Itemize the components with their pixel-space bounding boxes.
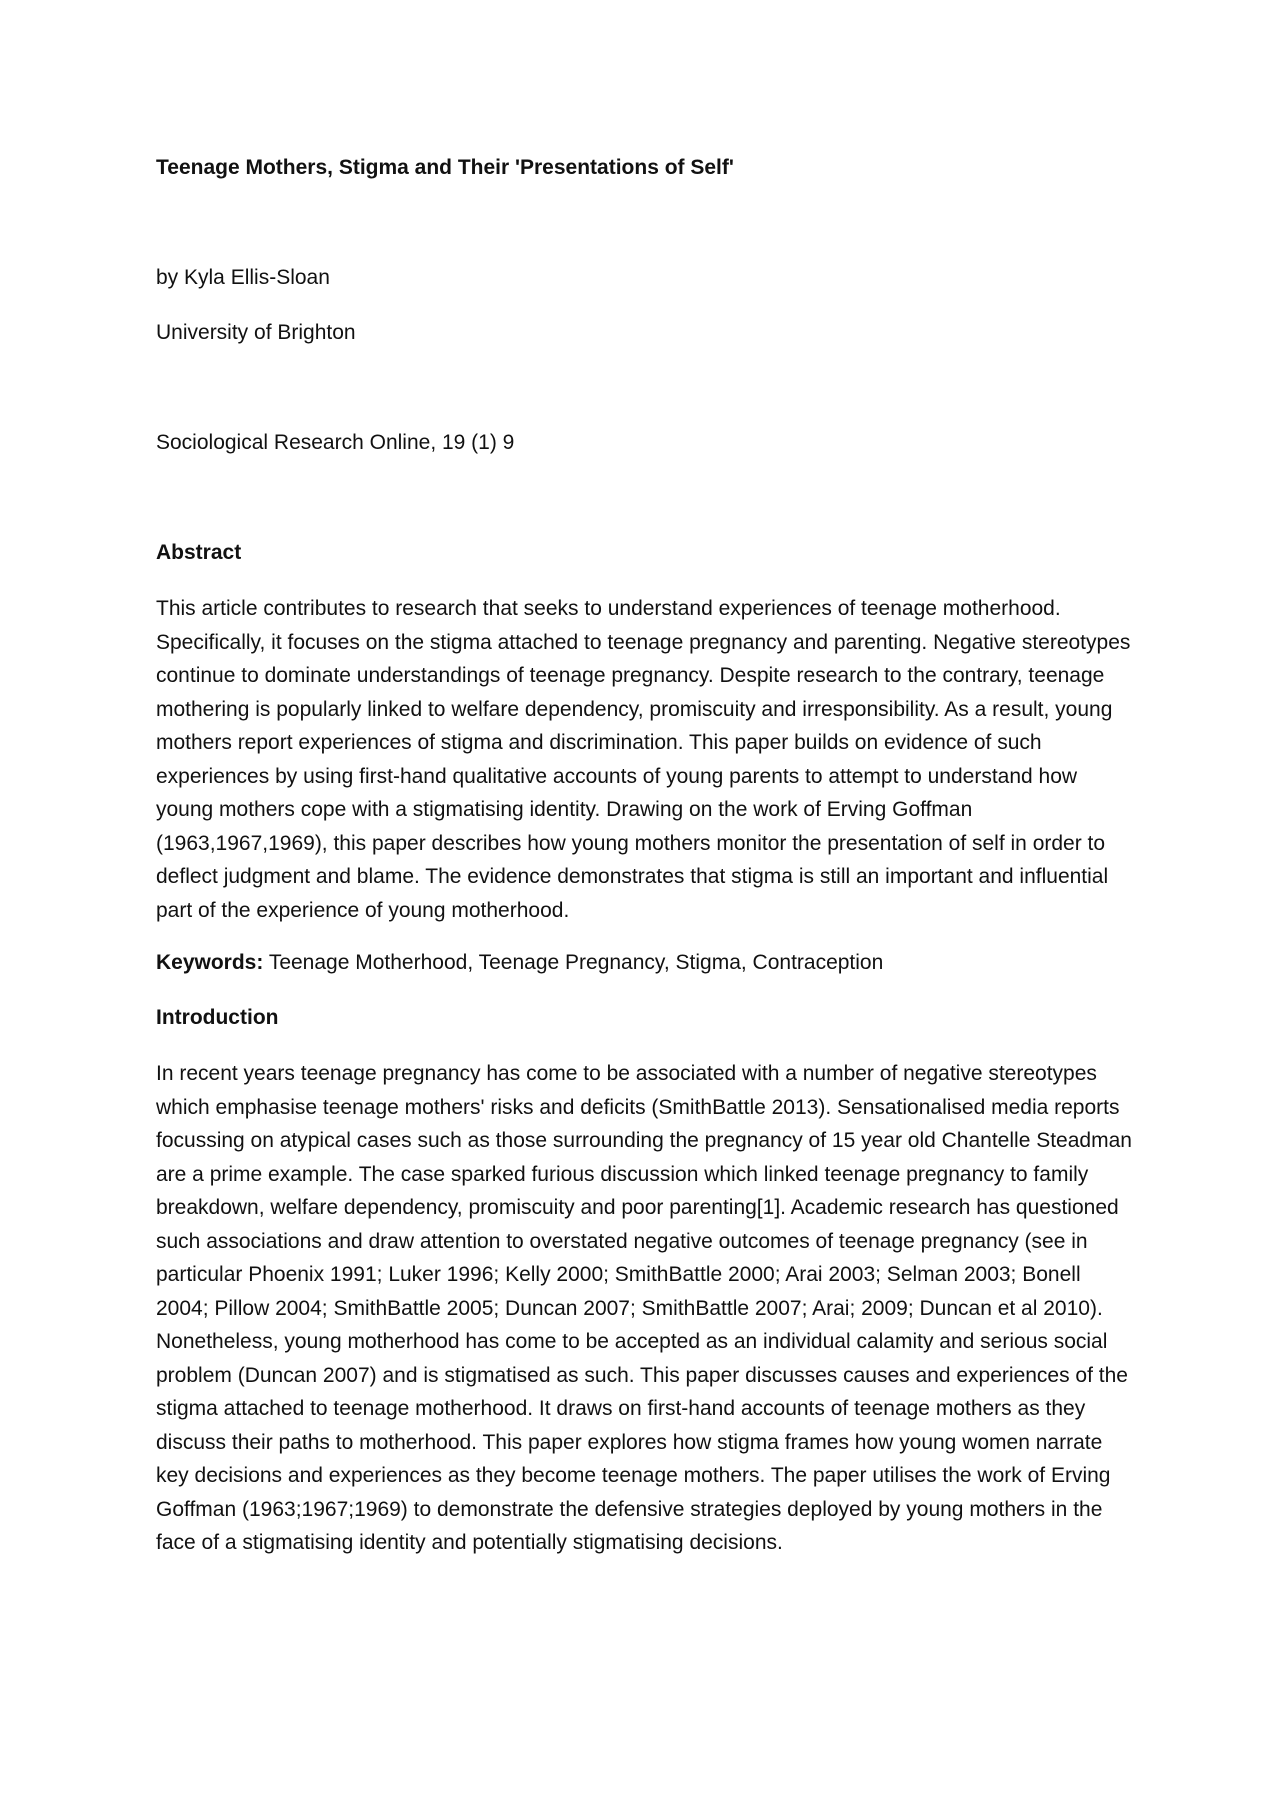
keywords-text: Teenage Motherhood, Teenage Pregnancy, Stigma, Contraception bbox=[268, 951, 884, 974]
abstract-text: This article contributes to research that seeks to understand experiences of teenage motherhood. Specifically, it focuses on the stigma attached to teenage pregnancy and parenting. Negative stereotypes continue to dominate understandings of teenage pregnancy. Despite research to the contrary, teenage mothering is popularly linked to welfare dependency, promiscuity and irresponsibility. As a result, young mothers report experiences of stigma and discrimination. This paper builds on evidence of such experiences by using first-hand qualitative accounts of young parents to attempt to understand how young mothers cope with a stigmatising identity. Drawing on the work of Erving Goffman (1963,1967,1969), this paper describes how young mothers monitor the presentation of self in order to deflect judgment and blame. The evidence demonstrates that stigma is still an important and influential part of the experience of young motherhood. bbox=[156, 597, 1131, 922]
introduction-text: In recent years teenage pregnancy has come to be associated with a number of negative stereotypes which emphasise teenage mothers' risks and deficits (SmithBattle 2013). Sensationalised media reports focussing on atypical cases such as those surrounding the pregnancy of 15 year old Chantelle Steadman are a prime example. The case sparked furious discussion which linked teenage pregnancy to family breakdown, welfare dependency, promiscuity and poor parenting[1]. Academic research has questioned such associations and draw attention to overstated negative outcomes of teenage pregnancy (see in particular Phoenix 1991; Luker 1996; Kelly 2000; SmithBattle 2000; Arai 2003; Selman 2003; Bonell 2004; Pillow 2004; SmithBattle 2005; Duncan 2007; SmithBattle 2007; Arai; 2009; Duncan et al 2010). Nonetheless, young motherhood has come to be accepted as an individual calamity and serious social problem (Duncan 2007) and is stigmatised as such. This paper discusses causes and experiences of the stigma attached to teenage motherhood. It draws on first-hand accounts of teenage mothers as they discuss their paths to motherhood. This paper explores how stigma frames how young women narrate key decisions and experiences as they become teenage mothers. The paper utilises the work of Erving Goffman (1963;1967;1969) to demonstrate the defensive strategies deployed by young mothers in the face of a stigmatising identity and potentially stigmatising decisions. bbox=[156, 1062, 1132, 1554]
affiliation-line: University of Brighton bbox=[156, 321, 356, 344]
author-line: by Kyla Ellis-Sloan bbox=[156, 266, 330, 289]
abstract-heading: Abstract bbox=[156, 541, 242, 564]
introduction-heading: Introduction bbox=[156, 1006, 279, 1029]
paper-title: Teenage Mothers, Stigma and Their 'Presentations of Self' bbox=[156, 156, 734, 179]
citation-line: Sociological Research Online, 19 (1) 9 bbox=[156, 431, 515, 454]
keywords-line bbox=[156, 951, 883, 975]
keywords-label: Keywords: bbox=[156, 951, 264, 974]
